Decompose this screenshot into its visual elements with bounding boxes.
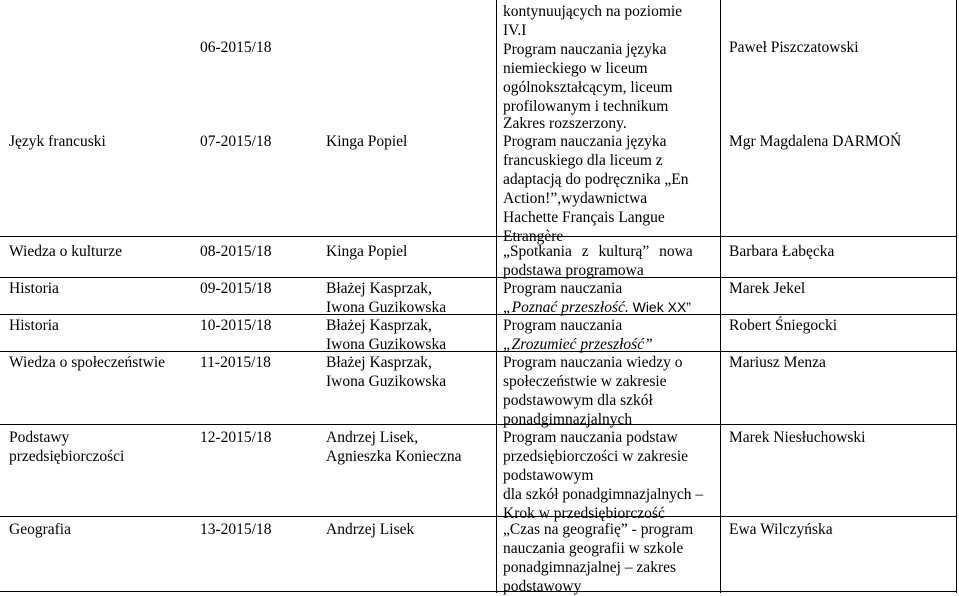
row-divider xyxy=(0,424,957,425)
program-number: 08-2015/18 xyxy=(200,243,272,260)
program-number: 13-2015/18 xyxy=(200,521,272,538)
program-number: 09-2015/18 xyxy=(200,280,272,297)
program-number: 10-2015/18 xyxy=(200,317,272,334)
subject-name: Wiedza o społeczeństwie xyxy=(9,354,166,371)
program-number: 07-2015/18 xyxy=(200,133,272,150)
program-authors: Błażej Kasprzak, Iwona Guzikowska xyxy=(326,354,447,390)
program-title: „Czas na geografię” - program nauczania geografii w szkole ponadgimnazjalnej – zakres podstawowy xyxy=(503,521,694,595)
subject-name: Historia xyxy=(9,317,59,334)
reviewer-name: Barbara Łabęcka xyxy=(729,243,835,260)
column-divider-program xyxy=(496,0,497,593)
program-title: „Spotkania z kulturą” nowa podstawa programowa xyxy=(503,243,693,279)
subject-name: Geografia xyxy=(9,521,71,538)
right-border xyxy=(956,0,957,593)
program-title: kontynuujących na poziomie IV.I Program nauczania języka niemieckiego w liceum ogólnokształcącym, liceum profilowanym i technikum Zakres rozszerzony. xyxy=(503,3,683,132)
subject-name: Wiedza o kulturze xyxy=(9,243,122,260)
program-title: Program nauczania wiedzy o społeczeństwie w zakresie podstawowym dla szkół ponadgimnazjalnych xyxy=(503,354,683,428)
reviewer-name: Marek Jekel xyxy=(729,280,806,297)
column-divider-reviewer xyxy=(720,0,721,593)
subject-name: Język francuski xyxy=(9,133,106,150)
reviewer-name: Marek Niesłuchowski xyxy=(729,429,866,446)
reviewer-name: Robert Śniegocki xyxy=(729,317,838,334)
row-divider xyxy=(0,236,957,237)
program-title: Program nauczania „Poznać przeszłość. Wiek XX” xyxy=(503,280,691,316)
program-number: 11-2015/18 xyxy=(200,354,271,371)
program-author: Kinga Popiel xyxy=(326,133,408,150)
program-author: Kinga Popiel xyxy=(326,243,408,260)
reviewer-name: Mariusz Menza xyxy=(729,354,826,371)
subject-name: Historia xyxy=(9,280,59,297)
program-title: Program nauczania podstaw przedsiębiorczości w zakresie podstawowym dla szkół ponadgimnazjalnych – Krok w przedsiębiorczość xyxy=(503,429,704,522)
bottom-border xyxy=(0,591,957,592)
program-authors: Andrzej Lisek, Agnieszka Konieczna xyxy=(326,429,462,465)
program-number: 12-2015/18 xyxy=(200,429,272,446)
reviewer-name: Paweł Piszczatowski xyxy=(729,39,859,56)
program-number: 06-2015/18 xyxy=(200,39,272,56)
program-author: Andrzej Lisek xyxy=(326,521,415,538)
row-divider xyxy=(0,516,957,517)
program-authors: Błażej Kasprzak, Iwona Guzikowska xyxy=(326,280,447,316)
reviewer-name: Ewa Wilczyńska xyxy=(729,521,833,538)
program-authors: Błażej Kasprzak, Iwona Guzikowska xyxy=(326,317,447,353)
subject-name: Podstawy przedsiębiorczości xyxy=(9,429,125,465)
reviewer-name: Mgr Magdalena DARMOŃ xyxy=(729,133,902,150)
program-title: Program nauczania języka francuskiego dla liceum z adaptacją do podręcznika „En Action!”,wydawnictwa Hachette Français Langue Etrangère xyxy=(503,133,689,245)
program-title: Program nauczania „Zrozumieć przeszłość” xyxy=(503,317,653,353)
row-divider xyxy=(0,277,957,278)
